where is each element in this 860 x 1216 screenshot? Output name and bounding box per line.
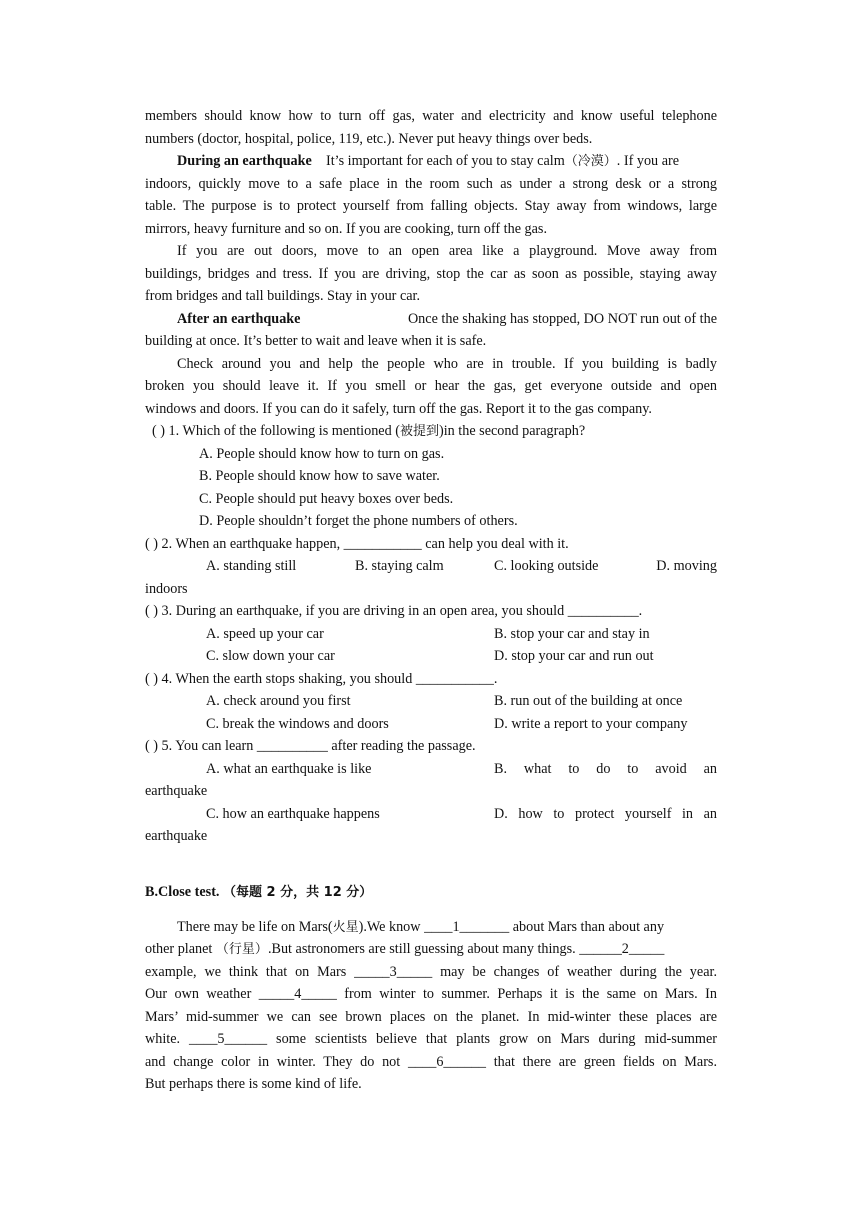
section-b-heading: B.Close test. （每题 2 分，共 12 分） <box>145 884 373 900</box>
question-1-option-d: D. People shouldn’t forget the phone numbers of others. <box>199 513 518 529</box>
text-line: numbers (doctor, hospital, police, 119, etc.). Never put heavy things over beds. <box>145 131 593 147</box>
question-2-stem: ( ) 2. When an earthquake happen, ___________ can help you deal with it. <box>145 536 569 552</box>
text-line: from bridges and tall buildings. Stay in your car. <box>145 288 421 304</box>
question-4-options-row-2 <box>145 713 717 736</box>
question-1-option-a: A. People should know how to turn on gas. <box>199 446 445 462</box>
question-5-option-d: D. how to protect yourself in an <box>494 806 717 822</box>
after-heading: After an earthquake <box>177 311 301 327</box>
question-3-options-row-2 <box>145 645 717 668</box>
question-2-option-b: B. staying calm <box>355 558 444 574</box>
question-1-option-b: B. People should know how to save water. <box>199 468 440 484</box>
question-4-stem: ( ) 4. When the earth stops shaking, you should ___________. <box>145 671 498 687</box>
question-2-option-c: C. looking outside <box>494 558 599 574</box>
text-line: table. The purpose is to protect yourself from falling objects. Stay away from windows, large <box>145 198 717 214</box>
question-5-option-b: B. what to do to avoid an <box>494 761 717 777</box>
question-4-option-b: B. run out of the building at once <box>494 693 683 709</box>
question-4-option-a: A. check around you first <box>206 693 351 709</box>
text-line: members should know how to turn off gas, water and electricity and know useful telephone <box>145 108 717 124</box>
question-5-options-row-1 <box>145 758 717 781</box>
cloze-line: and change color in winter. They do not ____6______ that there are green fields on Mars. <box>145 1054 717 1070</box>
question-3-options-row-1 <box>145 623 717 646</box>
text-line: broken you should leave it. If you smell or hear the gas, get everyone outside and open <box>145 378 717 394</box>
question-3-option-a: A. speed up your car <box>206 626 324 642</box>
question-2-option-d: D. moving <box>656 558 717 574</box>
question-3-option-b: B. stop your car and stay in <box>494 626 650 642</box>
cjk-gloss: 火星 <box>332 920 359 935</box>
cloze-line: white. ____5______ some scientists believe that plants grow on Mars during mid-summer <box>145 1031 717 1047</box>
after-paragraph-line: After an earthquake Once the shaking has stopped, DO NOT run out of the <box>177 311 717 327</box>
text-line: If you are out doors, move to an open area like a playground. Move away from <box>177 243 717 259</box>
question-3-option-c: C. slow down your car <box>206 648 335 664</box>
question-5-option-d-cont: earthquake <box>145 828 208 844</box>
cjk-gloss: 被提到 <box>399 424 439 439</box>
during-heading: During an earthquake <box>177 153 312 169</box>
question-4-option-c: C. break the windows and doors <box>206 716 389 732</box>
text-line: buildings, bridges and tress. If you are driving, stop the car as soon as possible, staying away <box>145 266 717 282</box>
text-line: Check around you and help the people who are in trouble. If you building is badly <box>177 356 717 372</box>
cjk-gloss: （行星） <box>215 942 268 957</box>
text-line: indoors, quickly move to a safe place in the room such as under a strong desk or a strong <box>145 176 717 192</box>
question-4-options-row-1 <box>145 690 717 713</box>
cloze-line: But perhaps there is some kind of life. <box>145 1076 362 1092</box>
question-5-stem: ( ) 5. You can learn __________ after reading the passage. <box>145 738 476 754</box>
question-4-option-d: D. write a report to your company <box>494 716 688 732</box>
question-5-option-c: C. how an earthquake happens <box>206 806 380 822</box>
question-1-option-c: C. People should put heavy boxes over beds. <box>199 491 454 507</box>
question-5-option-a: A. what an earthquake is like <box>206 761 372 777</box>
text-line: building at once. It’s better to wait and leave when it is safe. <box>145 333 487 349</box>
text-line: mirrors, heavy furniture and so on. If you are cooking, turn off the gas. <box>145 221 548 237</box>
cloze-line: other planet （行星）.But astronomers are still guessing about many things. ______2_____ <box>145 941 665 957</box>
question-2-option-d-cont: indoors <box>145 581 188 597</box>
question-2-options <box>145 555 717 578</box>
cloze-line: Our own weather _____4_____ from winter to summer. Perhaps it is the same on Mars. In <box>145 986 717 1002</box>
question-3-stem: ( ) 3. During an earthquake, if you are driving in an open area, you should __________. <box>145 603 643 619</box>
cloze-line: Mars’ mid-summer we can see brown places on the planet. In mid-winter these places are <box>145 1009 717 1025</box>
during-paragraph-line: During an earthquake It’s important for each of you to stay calm（冷漠）. If you are <box>177 153 680 169</box>
cloze-line: example, we think that on Mars _____3_____ may be changes of weather during the year. <box>145 964 717 980</box>
text-line: windows and doors. If you can do it safely, turn off the gas. Report it to the gas company. <box>145 401 652 417</box>
question-1-stem: ( ) 1. Which of the following is mentioned (被提到)in the second paragraph? <box>152 423 586 439</box>
cloze-line: There may be life on Mars(火星).We know ____1_______ about Mars than about any <box>177 919 665 935</box>
cjk-gloss: （冷漠） <box>564 154 617 169</box>
question-3-option-d: D. stop your car and run out <box>494 648 654 664</box>
question-5-options-row-2 <box>145 803 717 826</box>
question-5-option-b-cont: earthquake <box>145 783 208 799</box>
question-2-option-a: A. standing still <box>206 558 297 574</box>
